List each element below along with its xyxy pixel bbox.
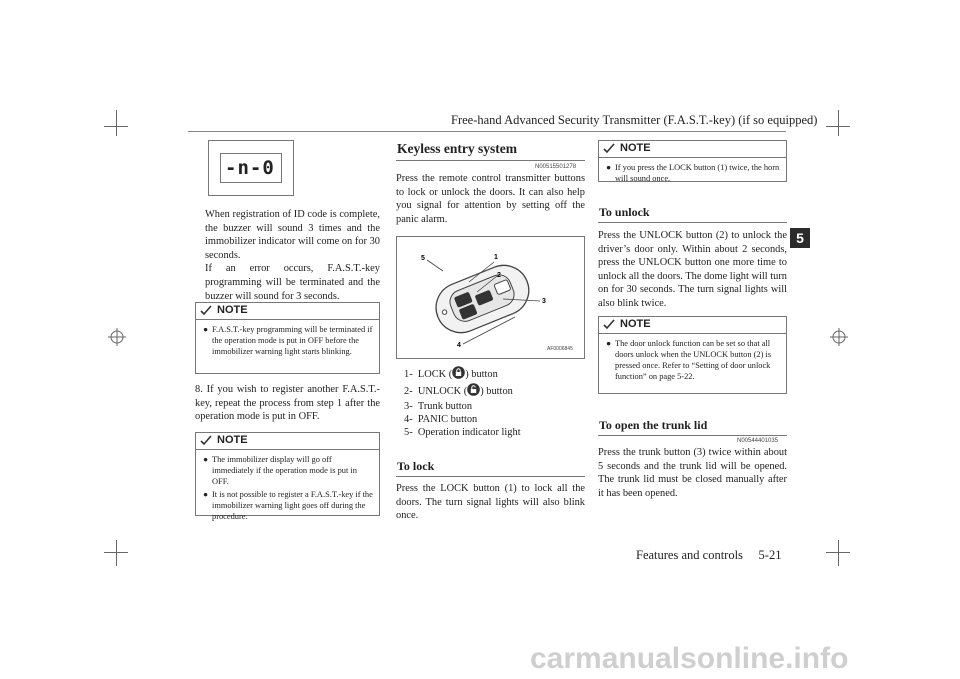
bullet-icon: ● [203, 455, 209, 464]
crop-mark [104, 126, 128, 127]
note-box [598, 140, 787, 182]
legend-item: 4- PANIC button [404, 414, 478, 425]
note-header [599, 317, 786, 334]
bullet-icon: ● [203, 325, 209, 334]
legend-item: 2- UNLOCK ( ) button [404, 383, 584, 400]
note-label: NOTE [620, 142, 651, 154]
legend-item: 5- Operation indicator light [404, 427, 521, 438]
note-box [598, 316, 787, 394]
page-header-title: Free-hand Advanced Security Transmitter (F.A.S.T.-key) (if so equipped) [451, 113, 818, 127]
immobilizer-display [208, 140, 294, 196]
crop-mark [826, 552, 850, 553]
transmitter-figure [396, 236, 585, 359]
header-rule [188, 131, 786, 132]
section-title: Keyless entry system [397, 141, 517, 156]
note-box [195, 302, 380, 374]
section-code: N00544401035 [737, 438, 779, 444]
section-rule [396, 476, 585, 477]
paragraph: When registration of ID code is complete, the buzzer will sound 3 times and the immobilizer indicator will come on for 30 seconds. [205, 209, 380, 261]
display-screen [220, 153, 282, 183]
check-pencil-icon [603, 143, 615, 154]
page-footer: Features and controls 5-21 [636, 548, 782, 562]
bullet-icon: ● [203, 490, 209, 499]
note-item: ● The door unlock function can be set so that all doors unlock when the UNLOCK button (2) is pressed once. Refer to “Setting of door unlock function” on page 5-22. [606, 339, 772, 381]
section-code: N00515501278 [535, 164, 577, 170]
unlock-icon [467, 383, 480, 396]
callout-3: 3 [542, 298, 546, 305]
bullet-icon: ● [606, 163, 612, 172]
callout-1: 1 [494, 254, 498, 261]
subsection-title: To lock [397, 459, 435, 473]
paragraph: Press the trunk button (3) twice within about 5 seconds and the trunk lid will be opened. The trunk lid must be closed manually after it has been opened. [598, 447, 787, 499]
figure-code: AF0006845 [547, 346, 573, 352]
note-box [195, 432, 380, 521]
crop-mark [116, 540, 117, 566]
section-rule [598, 435, 787, 436]
note-label: NOTE [620, 318, 651, 330]
paragraph: Press the remote control transmitter buttons to lock or unlock the doors. It can also help you signal for attention by setting off the panic alarm. [396, 173, 585, 225]
registration-mark-icon [108, 328, 126, 346]
note-item: ● It is not possible to register a F.A.S.T.-key if the immobilizer warning light goes off during the procedure. [203, 490, 373, 521]
lock-icon [452, 366, 465, 379]
paragraph: Press the LOCK button (1) to lock all the doors. The turn signal lights will also blink once. [396, 483, 585, 522]
paragraph: If an error occurs, F.A.S.T.-key programming will be terminated and the buzzer will sound for 3 seconds. [205, 263, 380, 302]
display-readout: -n-0 [225, 157, 275, 179]
note-header [196, 303, 379, 320]
crop-mark [838, 110, 839, 136]
note-header [599, 141, 786, 158]
note-item: ● F.A.S.T.-key programming will be terminated if the operation mode is put in OFF before the immobilizer warning light starts blinking. [203, 325, 373, 356]
crop-mark [838, 540, 839, 566]
subsection-title: To unlock [599, 205, 650, 219]
note-item: ● The immobilizer display will go off immediately if the operation mode is put in OFF. [203, 455, 357, 486]
section-rule [396, 160, 585, 161]
check-pencil-icon [200, 305, 212, 316]
chapter-tab: 5 [790, 228, 810, 248]
step-8: 8. If you wish to register another F.A.S.T.-key, repeat the process from step 1 after the operation mode is put in OFF. [195, 384, 380, 423]
registration-mark-icon [830, 328, 848, 346]
paragraph: Press the UNLOCK button (2) to unlock the driver’s door only. Within about 2 seconds, press the UNLOCK button one more time to unlock all the doors. The dome light will turn on for 30 seconds. The turn signal lights will also blink twice. [598, 230, 787, 309]
figure-legend [404, 366, 584, 439]
callout-2: 2 [497, 272, 501, 279]
crop-mark [116, 110, 117, 136]
legend-item: 3- Trunk button [404, 401, 473, 412]
crop-mark [826, 126, 850, 127]
section-rule [598, 222, 787, 223]
legend-item: 1- LOCK ( ) button [404, 366, 584, 383]
subsection-title: To open the trunk lid [599, 418, 708, 432]
note-header [196, 433, 379, 450]
fast-key-illustration [397, 237, 584, 358]
watermark: carmanualsonline.info [530, 642, 849, 675]
note-item: ● If you press the LOCK button (1) twice, the horn will sound once. [606, 163, 780, 183]
bullet-icon: ● [606, 339, 612, 348]
note-label: NOTE [217, 434, 248, 446]
callout-4: 4 [457, 342, 461, 349]
crop-mark [104, 552, 128, 553]
check-pencil-icon [603, 319, 615, 330]
check-pencil-icon [200, 435, 212, 446]
note-label: NOTE [217, 304, 248, 316]
callout-5: 5 [421, 255, 425, 262]
